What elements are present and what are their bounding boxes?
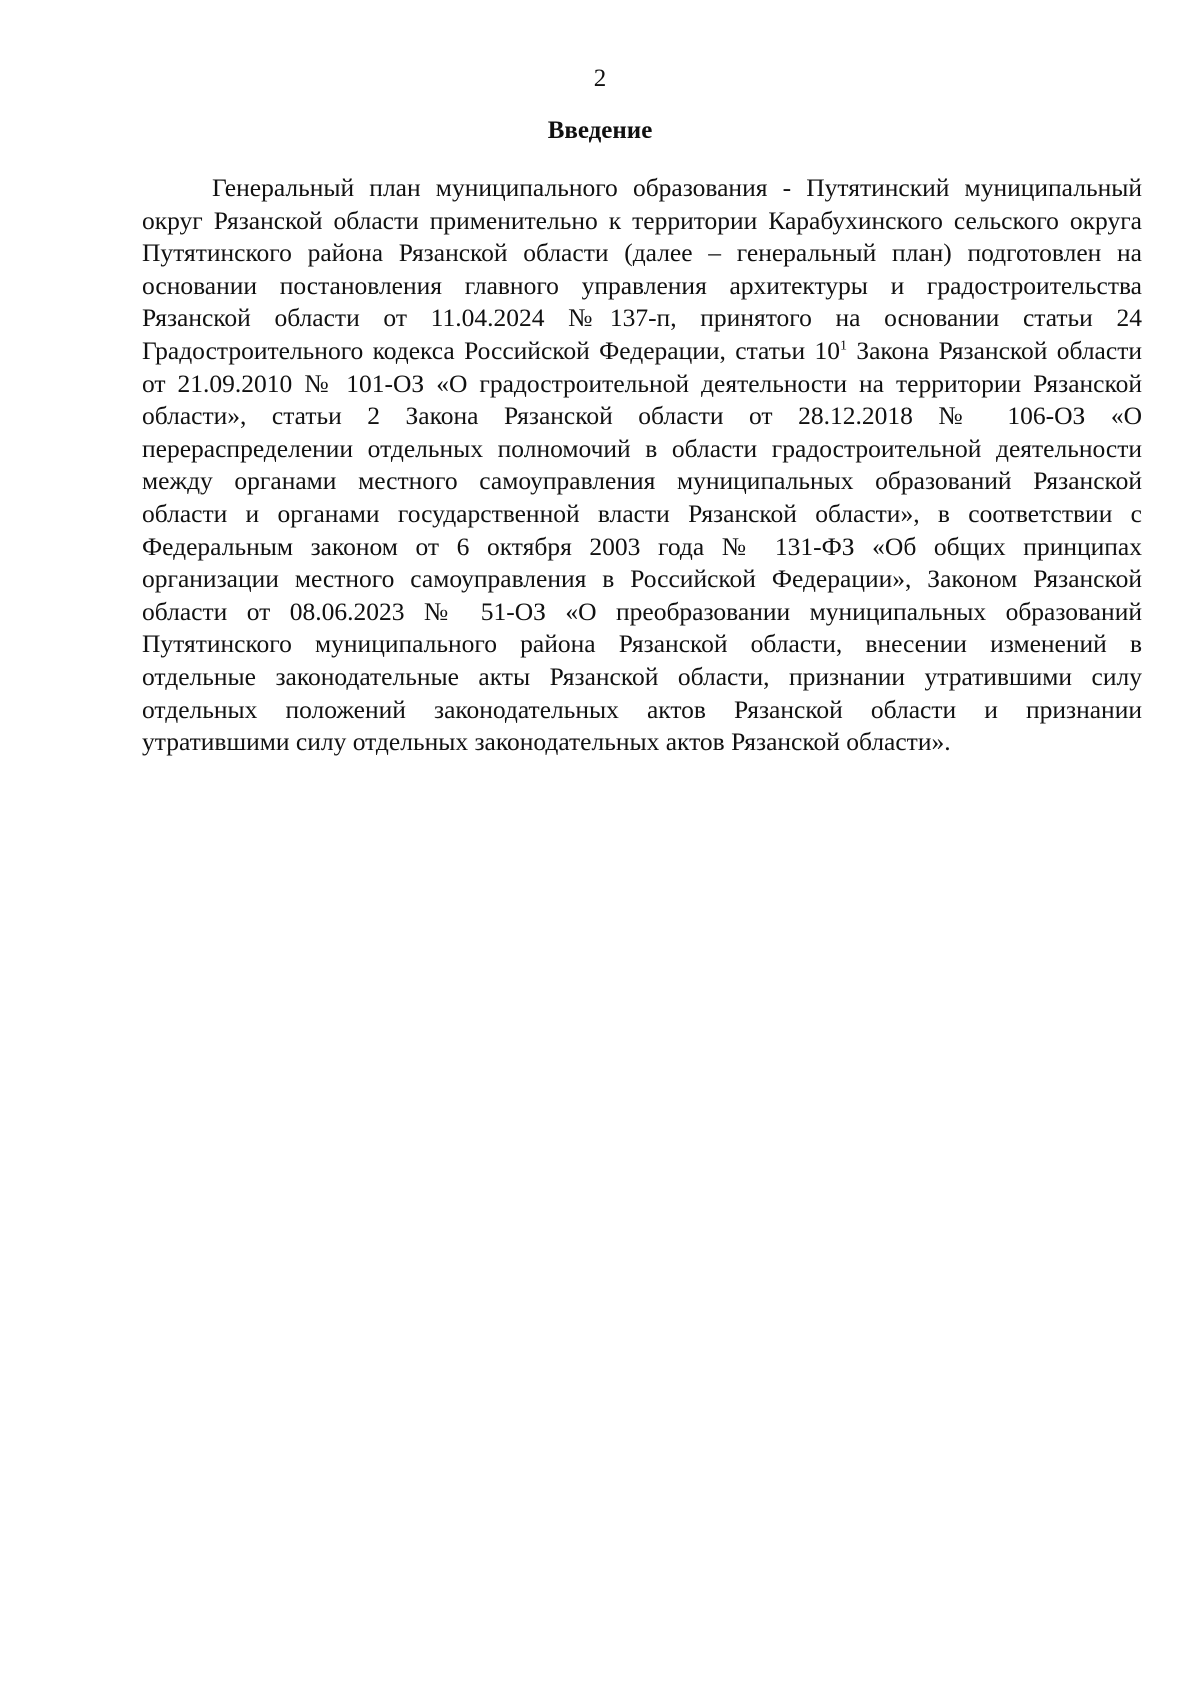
section-title: Введение [547,117,653,144]
page-number: 2 [593,65,607,92]
body-paragraph-part-2: Закона Рязанской области от 21.09.2010 № 101-ОЗ «О градостроительной деятельности на территории Рязанской области», статьи 2 Закона Рязанской области от 28.12.2018 № 106-ОЗ «О перераспределении отдельных полномочий в области градостроительной деятельности между органами местного самоуправления муниципальных образований Рязанской области и органами государственной власти Рязанской области», в соответствии с Федеральным законом от 6 октября 2003 года № 131-ФЗ «Об общих принципах организации местного самоуправления в Российской Федерации», Законом Рязанской области от 08.06.2023 № 51-ОЗ «О преобразовании муниципальных образований Путятинского муниципального района Рязанской области, внесении изменений в отдельные законодательные акты Рязанской области, признании утратившими силу отдельных положений законодательных актов Рязанской области и признании утратившими силу отдельных законодательных актов Рязанской области». [142,335,1142,757]
body-paragraph [142,172,1142,759]
article-superscript: 1 [839,338,847,354]
body-paragraph-part-1: Генеральный план муниципального образования - Путятинский муниципальный округ Рязанской области применительно к территории Карабухинского сельского округа Путятинского района Рязанской области (далее – генеральный план) подготовлен на основании постановления главного управления архитектуры и градостроительства Рязанской области от 11.04.2024 №137-п, принятого на основании статьи 24 Градостроительного кодекса Российской Федерации, статьи 10 [142,173,1142,365]
